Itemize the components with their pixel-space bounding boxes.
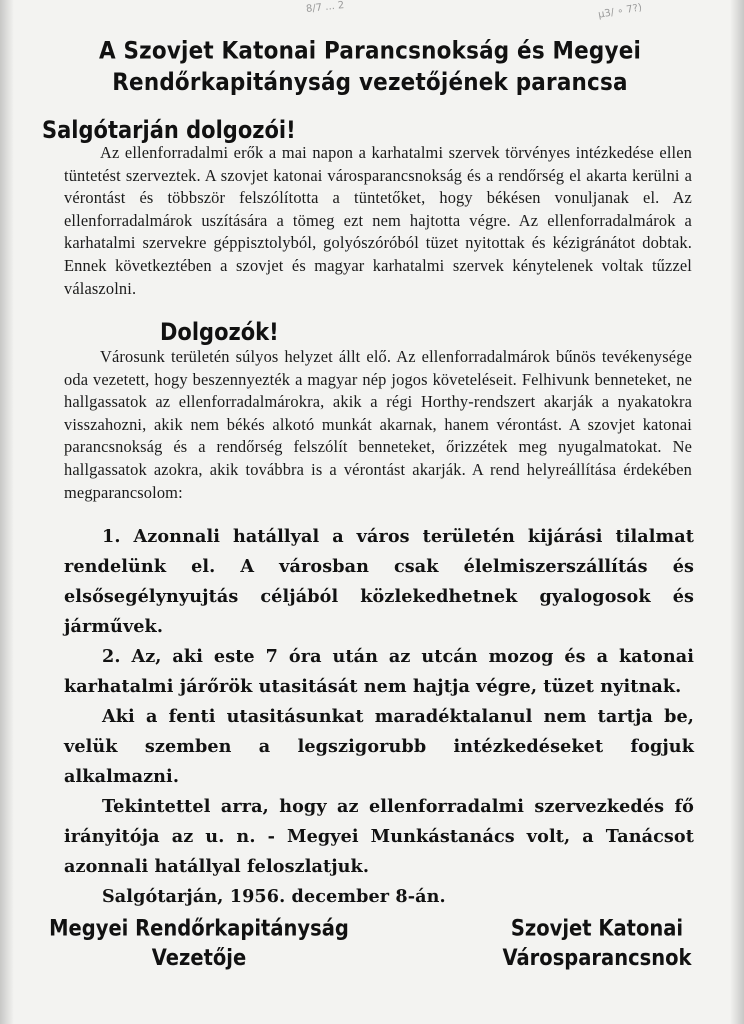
order-item-open-fire: 2. Az, aki este 7 óra után az utcán mozog és a katonai karhatalmi járőrök utasitását nem hajtja végre, tüzet nyitnak. [64, 646, 694, 697]
handwritten-mark: µ3/ ∘ 7?) [597, 2, 643, 21]
signature-left-line-1: Megyei Rendőrkapitányság [49, 915, 349, 942]
order-item-curfew: 1. Azonnali hatállyal a város területén kijárási tilalmat rendelünk el. A városban csak élelmiszerszállítás és elsősegélynyujtás céljából közlekedhetnek gyalogosok és járművek. [64, 526, 694, 637]
section-heading-workers: Dolgozók! [160, 318, 279, 346]
order-dissolution: Tekintettel arra, hogy az ellenforradalmi szervezkedés fő irányitója az u. n. - Megyei Munkástanács volt, a Tanácsot azonnali hatállyal feloszlatjuk. [64, 796, 694, 877]
signature-right-line-1: Szovjet Katonai [510, 915, 684, 942]
orders-block [64, 522, 694, 912]
scan-edge-right [730, 0, 744, 1024]
section-heading-workers-of-salgotarjan: Salgótarján dolgozói! [42, 116, 296, 144]
handwritten-mark: 8/7 ... 2 [305, 0, 345, 15]
signature-police-chief [40, 914, 358, 973]
signature-right-line-2: Városparancsnok [502, 944, 692, 971]
title-line-1: A Szovjet Katonai Parancsnokság és Megyei [98, 37, 642, 66]
order-warning: Aki a fenti utasitásunkat maradéktalanul nem tartja be, velük szemben a legszigorubb intézkedéseket fogjuk alkalmazni. [64, 706, 694, 787]
signature-left-line-2: Vezetője [151, 944, 247, 971]
page-title [40, 36, 700, 99]
situation-paragraph: Városunk területén súlyos helyzet állt elő. Az ellenforradalmárok bűnös tevékenysége oda vezetett, hogy beszennyezték a magyar nép jogos követeléseit. Felhivunk benneteket, ne hallgassatok az ellenforradalmárokra, akik a régi Horthy-rendszert akarják a nyakatokra visszahozni, akik nem békés alkotó munkát akarnak, hanem vérontást. A szovjet katonai parancsnokság és a rendőrség felszólít benneteket, őrizzétek meg nyugalmatokat. Ne hallgassatok azokra, akik továbbra is a vérontást akarják. A rend helyreállítása érdekében megparancsolom: [64, 347, 692, 502]
title-line-2: Rendőrkapitányság vezetőjének parancsa [112, 68, 628, 97]
signature-soviet-commander [486, 914, 708, 973]
intro-paragraph: Az ellenforradalmi erők a mai napon a karhatalmi szervek törvényes intézkedése ellen tüntetést szerveztek. A szovjet katonai városparancsnokság és a rendőrség el akarta kerülni a vérontást és többször felszólította a tüntetőket, hogy békésen vonuljanak el. Az ellenforradalmárok uszítására a tömeg ezt nem hajtotta végre. Az ellenforradalmárok a karhatalmi szervekre géppisztolyból, golyószóróból tüzet nyitottak és kézigránátot dobtak. Ennek következtében a szovjet és magyar karhatalmi szervek kénytelenek voltak tűzzel válaszolni. [64, 143, 692, 298]
order-date: Salgótarján, 1956. december 8-án. [102, 886, 446, 907]
scan-edge-left [0, 0, 14, 1024]
